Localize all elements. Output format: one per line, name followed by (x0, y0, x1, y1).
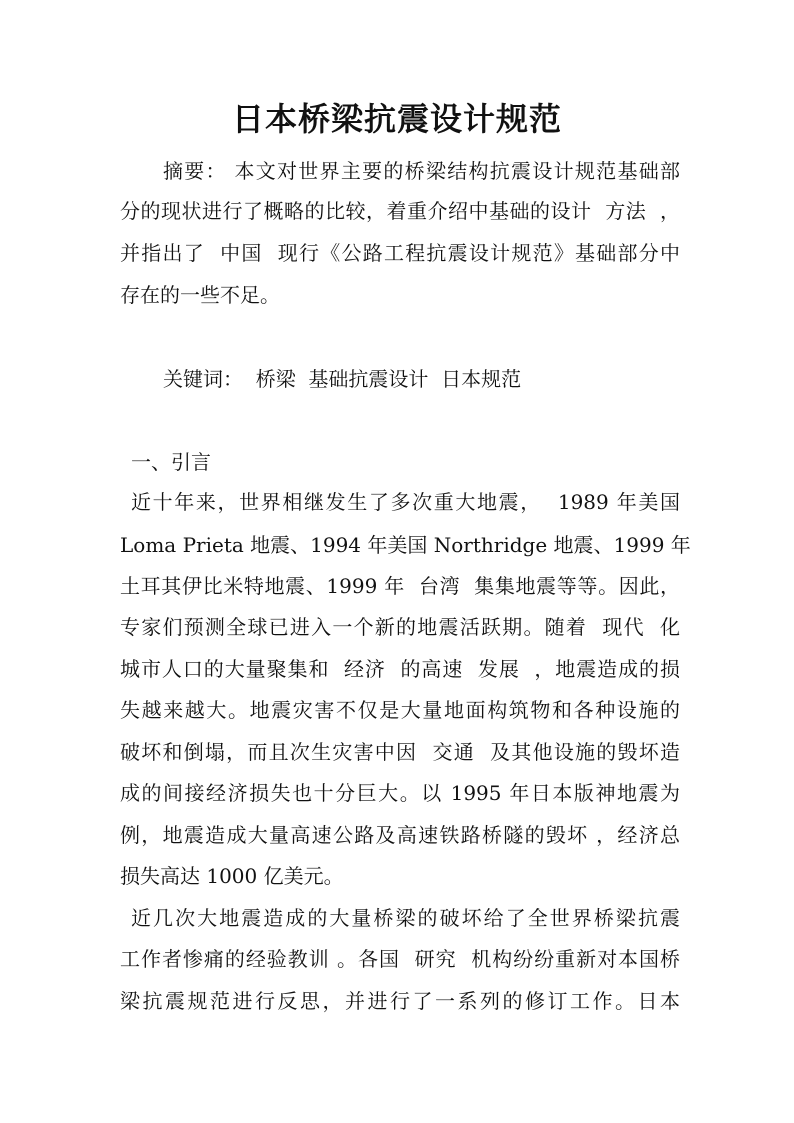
paragraph2-line-3: 梁抗震规范进行反思，并进行了一系列的修订工作。日本 (120, 989, 680, 1013)
paragraph2-line-2: 工作者惨痛的经验教训 。各国 研究 机构纷纷重新对本国桥 (120, 947, 680, 971)
section-heading: 一、引言 (131, 450, 211, 474)
paragraph1-line-10: 损失高达 1000 亿美元。 (120, 864, 344, 888)
paragraph1-line-2: Loma Prieta 地震、1994 年美国 Northridge 地震、1999 年 (120, 533, 691, 557)
abstract-line-3: 并指出了 中国 现行《公路工程抗震设计规范》基础部分中 (120, 241, 680, 265)
abstract-line-1: 摘要： 本文对世界主要的桥梁结构抗震设计规范基础部 (163, 159, 680, 183)
paragraph1-line-4: 专家们预测全球已进入一个新的地震活跃期。随着 现代 化 (120, 615, 680, 639)
abstract-line-4: 存在的一些不足。 (120, 283, 280, 307)
paragraph1-line-1: 近十年来，世界相继发生了多次重大地震， 1989 年美国 (131, 490, 680, 514)
paragraph1-line-8: 成的间接经济损失也十分巨大。以 1995 年日本版神地震为 (120, 781, 680, 805)
paragraph2-line-1: 近几次大地震造成的大量桥梁的破坏给了全世界桥梁抗震 (131, 906, 680, 930)
paragraph1-line-3: 土耳其伊比米特地震、1999 年 台湾 集集地震等等。因此， (120, 574, 680, 598)
paragraph1-line-9: 例，地震造成大量高速公路及高速铁路桥隧的毁坏 ，经济总 (120, 823, 680, 847)
paragraph1-line-7: 破坏和倒塌，而且次生灾害中因 交通 及其他设施的毁坏造 (120, 740, 680, 764)
keywords-line: 关键词： 桥梁 基础抗震设计 日本规范 (163, 367, 522, 391)
abstract-line-2: 分的现状进行了概略的比较，着重介绍中基础的设计 方法 ， (120, 199, 680, 223)
document-title: 日本桥梁抗震设计规范 (231, 100, 562, 138)
paragraph1-line-6: 失越来越大。地震灾害不仅是大量地面构筑物和各种设施的 (120, 698, 680, 722)
paragraph1-line-5: 城市人口的大量聚集和 经济 的高速 发展 ，地震造成的损 (120, 657, 680, 681)
